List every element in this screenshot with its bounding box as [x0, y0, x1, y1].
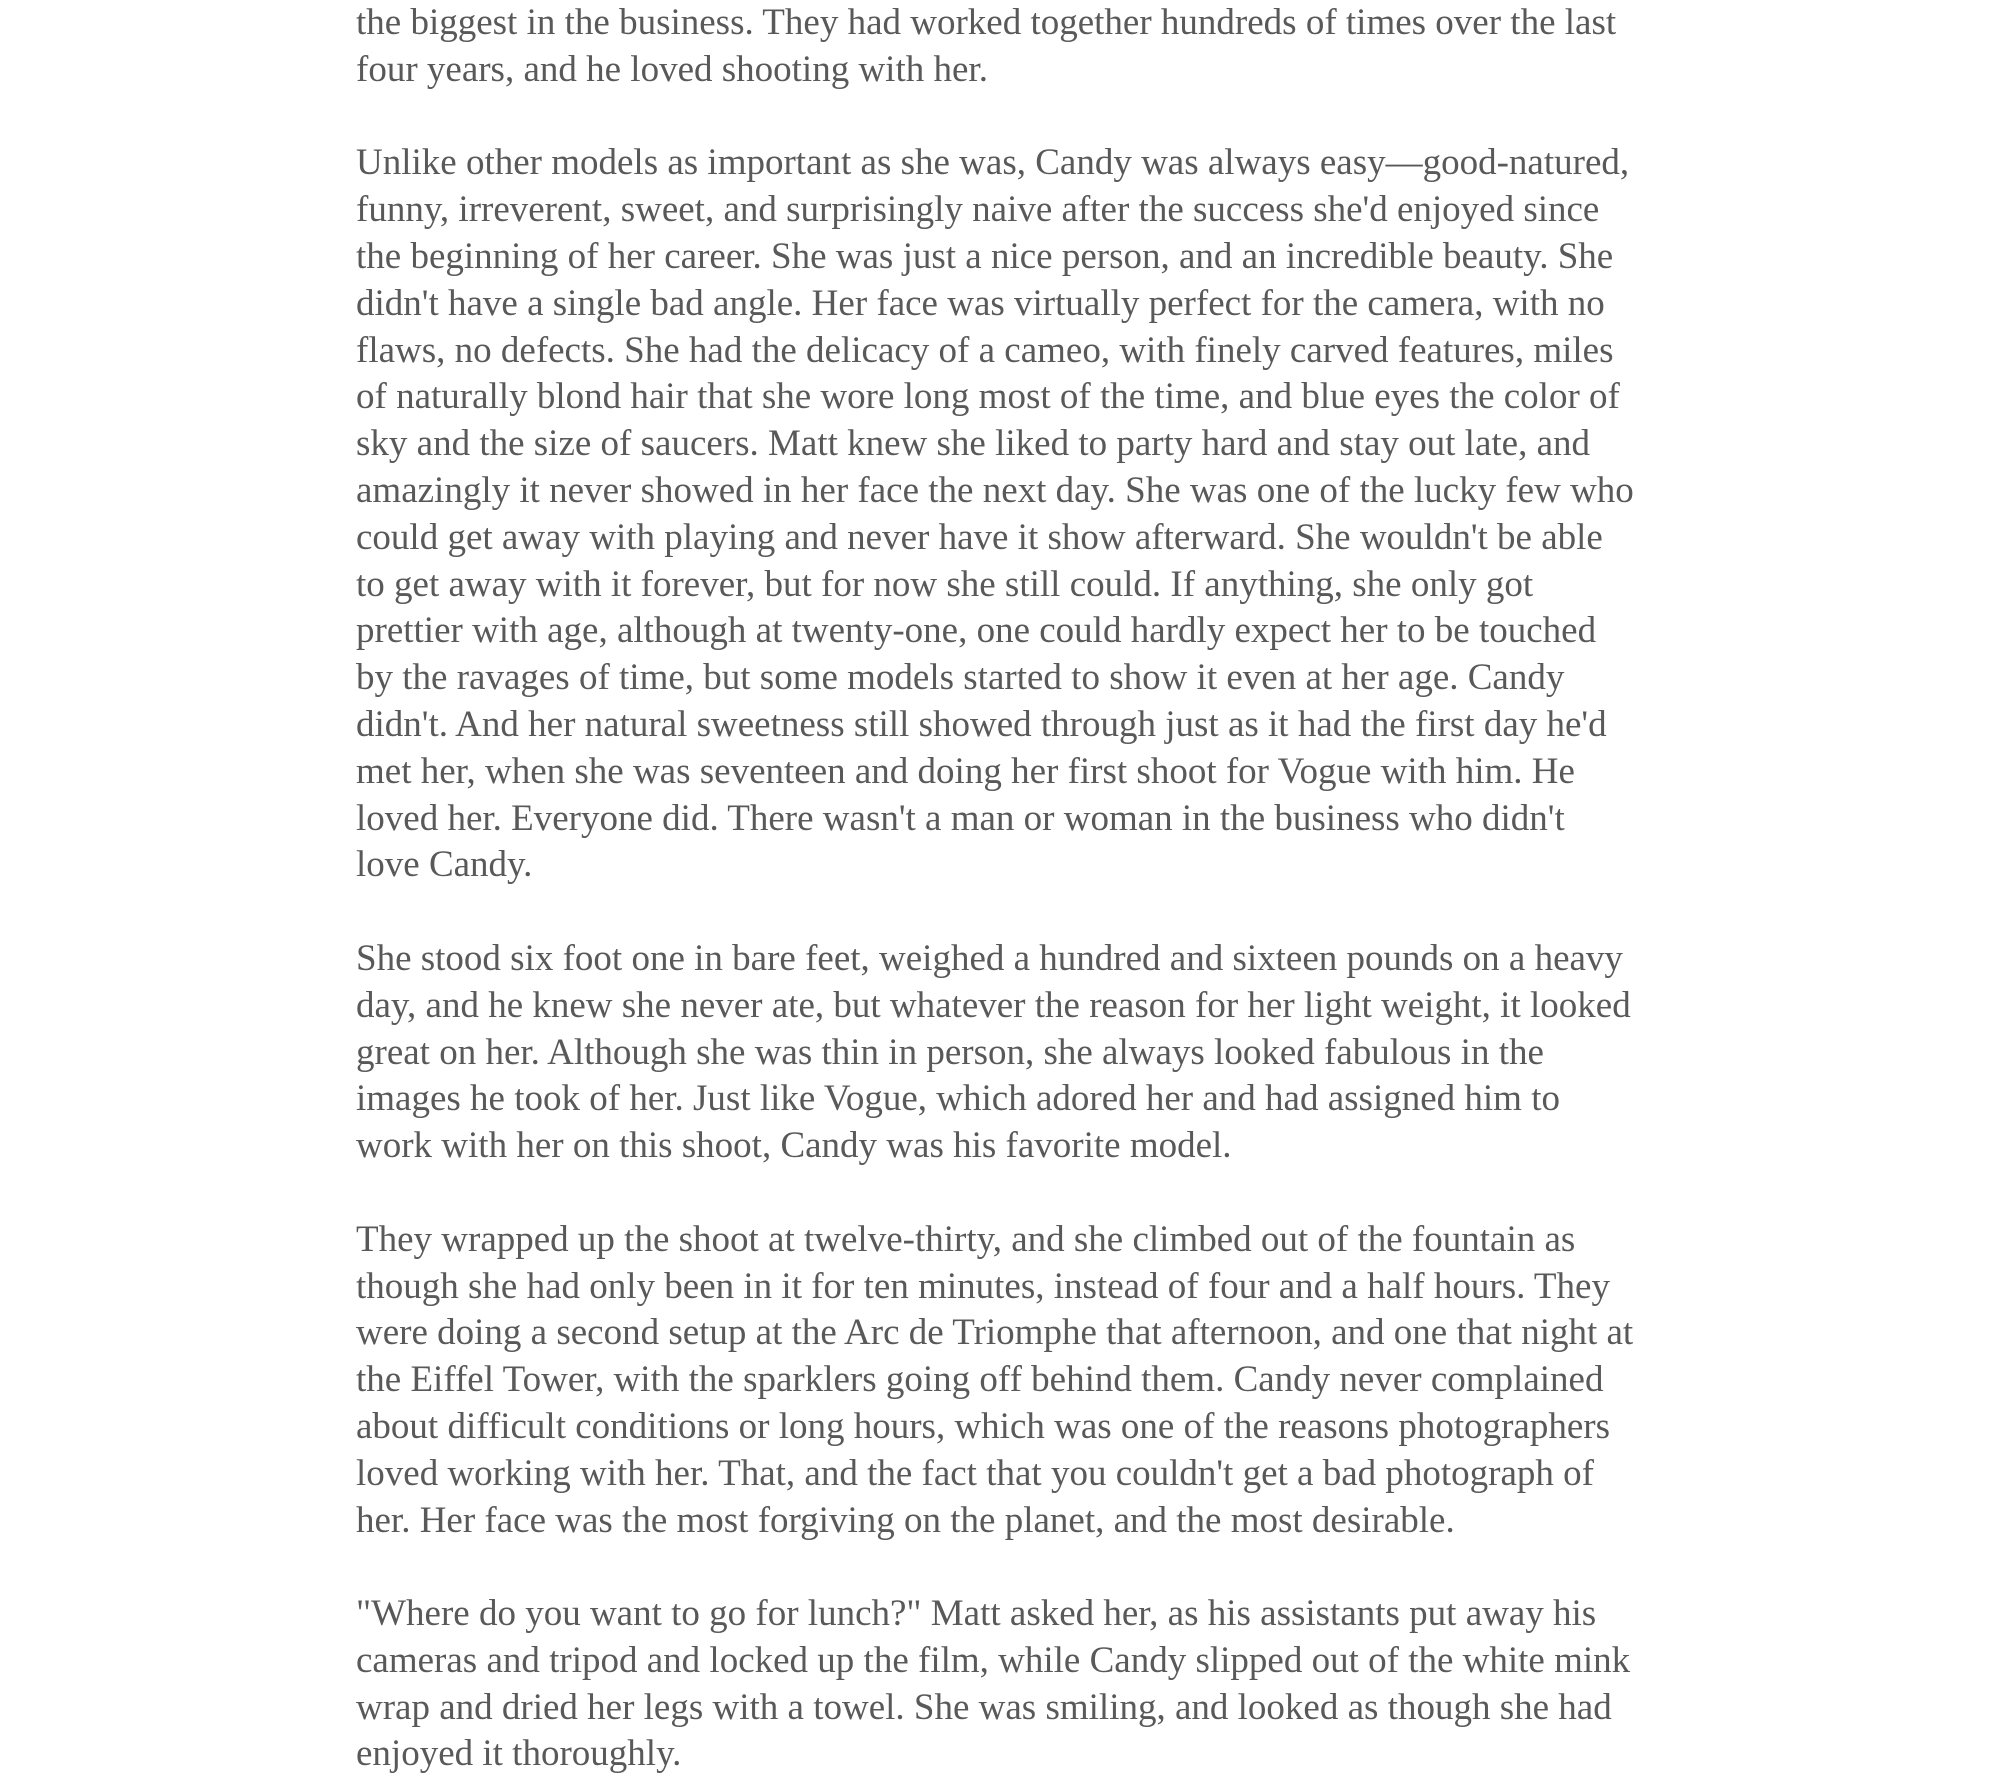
text-line: flaws, no defects. She had the delicacy of a cameo, with finely carved features, miles	[356, 329, 1614, 371]
text-line: by the ravages of time, but some models started to show it even at her age. Candy	[356, 657, 1565, 699]
paragraph-spacer	[356, 94, 1676, 141]
text-line: didn't. And her natural sweetness still showed through just as it had the first day he'd	[356, 703, 1607, 745]
text-line: of naturally blond hair that she wore long most of the time, and blue eyes the color of	[356, 376, 1620, 418]
paragraph-spacer	[356, 1170, 1676, 1217]
paragraph-spacer	[356, 889, 1676, 936]
text-line: sky and the size of saucers. Matt knew she liked to party hard and stay out late, and	[356, 423, 1591, 465]
text-line: She stood six foot one in bare feet, weighed a hundred and sixteen pounds on a heavy	[356, 937, 1623, 979]
text-line: work with her on this shoot, Candy was his favorite model.	[356, 1125, 1232, 1167]
text-line: about difficult conditions or long hours, which was one of the reasons photographers	[356, 1405, 1610, 1447]
text-line: her. Her face was the most forgiving on the planet, and the most desirable.	[356, 1499, 1455, 1541]
text-line: great on her. Although she was thin in person, she always looked fabulous in the	[356, 1031, 1544, 1073]
text-line: love Candy.	[356, 844, 533, 886]
text-line: funny, irreverent, sweet, and surprisingly naive after the success she'd enjoyed since	[356, 189, 1600, 231]
text-line: didn't have a single bad angle. Her face was virtually perfect for the camera, with no	[356, 282, 1605, 324]
paragraph-2	[356, 140, 1676, 889]
paragraph-3	[356, 936, 1676, 1170]
paragraph-5	[356, 1591, 1676, 1778]
paragraph-spacer	[356, 1544, 1676, 1591]
text-line: the Eiffel Tower, with the sparklers going off behind them. Candy never complained	[356, 1359, 1604, 1401]
text-line: loved her. Everyone did. There wasn't a man or woman in the business who didn't	[356, 797, 1565, 839]
paragraph-4	[356, 1217, 1676, 1545]
text-line: were doing a second setup at the Arc de Triomphe that afternoon, and one that night at	[356, 1312, 1634, 1354]
text-line: day, and he knew she never ate, but whatever the reason for her light weight, it looked	[356, 984, 1631, 1026]
text-line: to get away with it forever, but for now she still could. If anything, she only got	[356, 563, 1534, 605]
text-line: wrap and dried her legs with a towel. She was smiling, and looked as though she had	[356, 1686, 1612, 1728]
text-line: prettier with age, although at twenty-one, one could hardly expect her to be touched	[356, 610, 1597, 652]
text-line: four years, and he loved shooting with her.	[356, 48, 988, 90]
text-line: images he took of her. Just like Vogue, which adored her and had assigned him to	[356, 1078, 1560, 1120]
text-line: amazingly it never showed in her face the next day. She was one of the lucky few who	[356, 469, 1634, 511]
text-line: "Where do you want to go for lunch?" Matt asked her, as his assistants put away his	[356, 1593, 1597, 1635]
text-line: They wrapped up the shoot at twelve-thirty, and she climbed out of the fountain as	[356, 1218, 1576, 1260]
text-line: the biggest in the business. They had worked together hundreds of times over the last	[356, 2, 1617, 43]
text-line: Unlike other models as important as she was, Candy was always easy—good-natured,	[356, 142, 1630, 184]
text-line: loved working with her. That, and the fact that you couldn't get a bad photograph of	[356, 1452, 1594, 1494]
text-line: the beginning of her career. She was just a nice person, and an incredible beauty. She	[356, 235, 1614, 277]
text-line: met her, when she was seventeen and doing her first shoot for Vogue with him. He	[356, 750, 1575, 792]
document-page	[356, 0, 1676, 1778]
text-line: enjoyed it thoroughly.	[356, 1733, 682, 1775]
text-line: cameras and tripod and locked up the film, while Candy slipped out of the white mink	[356, 1639, 1631, 1681]
text-line: could get away with playing and never have it show afterward. She wouldn't be able	[356, 516, 1603, 558]
paragraph-1	[356, 0, 1676, 94]
text-line: though she had only been in it for ten minutes, instead of four and a half hours. They	[356, 1265, 1610, 1307]
